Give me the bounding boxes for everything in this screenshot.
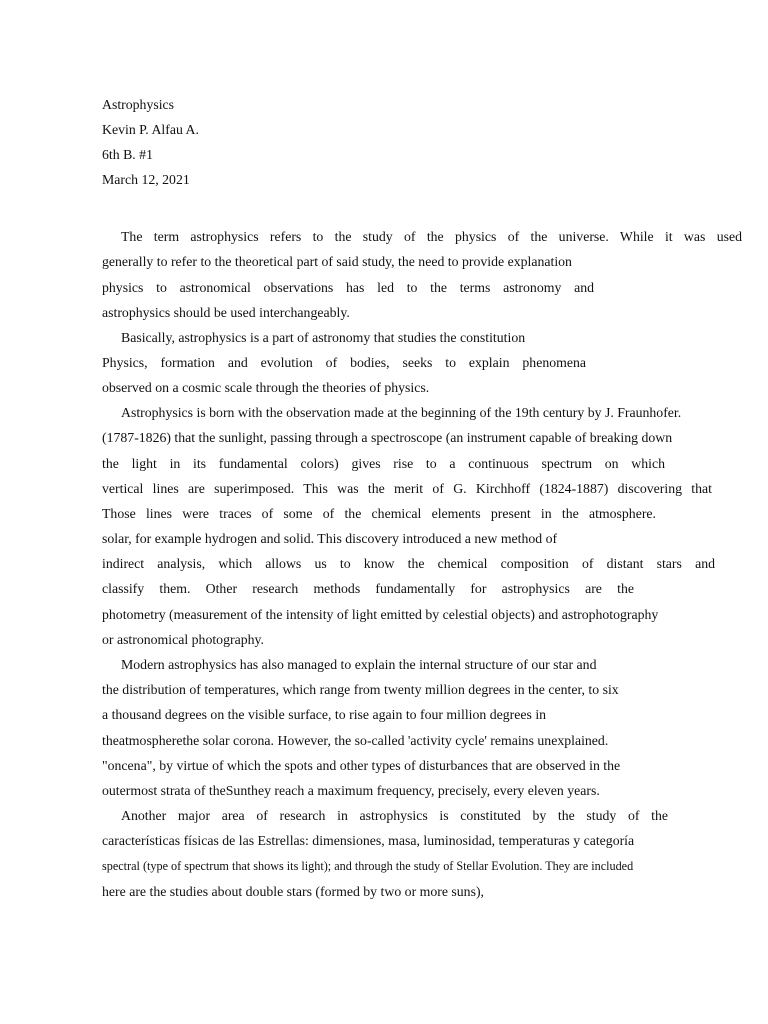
body-line: solar, for example hydrogen and solid. This discovery introduced a new method of [102,531,558,546]
body-line: here are the studies about double stars (formed by two or more suns), [102,884,484,899]
body-line: photometry (measurement of the intensity of light emitted by celestial objects) and astrophotography [102,607,659,622]
body-line: The term astrophysics refers to the study of the physics of the universe. While it was used [121,229,742,244]
body-line: Physics, formation and evolution of bodies, seeks to explain phenomena [102,355,586,370]
body-line: Basically, astrophysics is a part of astronomy that studies the constitution [121,330,526,345]
body-line: observed on a cosmic scale through the theories of physics. [102,380,430,395]
author-name: Kevin P. Alfau A. [102,122,199,137]
body-line: a thousand degrees on the visible surface, to rise again to four million degrees in [102,707,547,722]
body-line: outermost strata of theSunthey reach a maximum frequency, precisely, every eleven years. [102,783,600,798]
class-info: 6th B. #1 [102,147,153,162]
body-line: "oncena", by virtue of which the spots and other types of disturbances that are observed in the [102,758,621,773]
body-line: physics to astronomical observations has led to the terms astronomy and [102,280,594,295]
body-line: Another major area of research in astrophysics is constituted by the study of the [121,808,668,823]
body-line: generally to refer to the theoretical part of said study, the need to provide explanation [102,254,572,269]
document-date: March 12, 2021 [102,172,190,187]
body-line: (1787-1826) that the sunlight, passing through a spectroscope (an instrument capable of breaking down [102,430,673,445]
body-line: vertical lines are superimposed. This was the merit of G. Kirchhoff (1824-1887) discovering that [102,481,712,496]
body-line: indirect analysis, which allows us to know the chemical composition of distant stars and [102,556,715,571]
body-line: Astrophysics is born with the observation made at the beginning of the 19th century by J. Fraunhofer. [121,405,682,420]
body-line: características físicas de las Estrellas: dimensiones, masa, luminosidad, temperaturas y categoría [102,833,635,848]
body-line: astrophysics should be used interchangeably. [102,305,350,320]
body-line: or astronomical photography. [102,632,264,647]
body-line: Modern astrophysics has also managed to explain the internal structure of our star and [121,657,597,672]
body-line: the distribution of temperatures, which range from twenty million degrees in the center, to six [102,682,619,697]
document-title: Astrophysics [102,97,175,112]
body-line: the light in its fundamental colors) gives rise to a continuous spectrum on which [102,456,665,471]
body-line: spectral (type of spectrum that shows its light); and through the study of Stellar Evolution. They are included [102,859,634,873]
body-line: Those lines were traces of some of the chemical elements present in the atmosphere. [102,506,656,521]
body-line: theatmospherethe solar corona. However, the so-called 'activity cycle' remains unexplained. [102,733,609,748]
body-line: classify them. Other research methods fundamentally for astrophysics are the [102,581,634,596]
